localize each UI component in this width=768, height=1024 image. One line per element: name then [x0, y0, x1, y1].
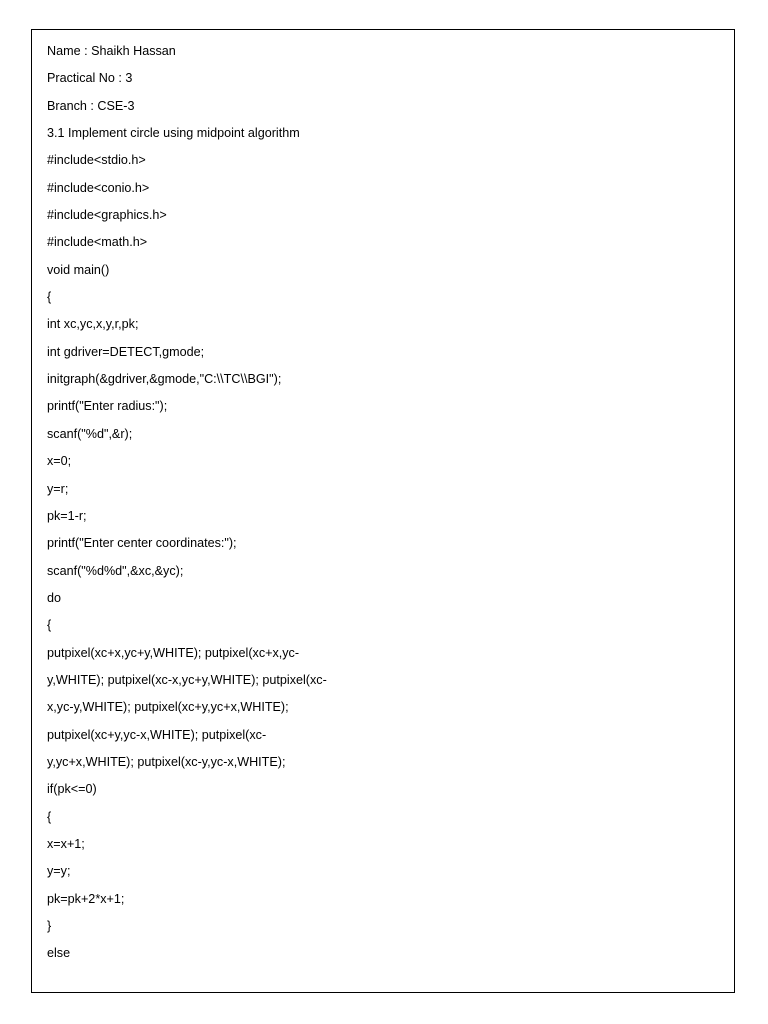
document-line: int gdriver=DETECT,gmode;: [47, 344, 205, 359]
document-body: [47, 41, 327, 971]
document-line: #include<graphics.h>: [47, 208, 167, 223]
document-line: pk=pk+2*x+1;: [47, 891, 125, 906]
document-line: putpixel(xc+y,yc-x,WHITE); putpixel(xc-: [47, 727, 267, 742]
document-line: scanf("%d",&r);: [47, 426, 133, 441]
document-line: initgraph(&gdriver,&gmode,"C:\\TC\\BGI");: [47, 372, 282, 387]
document-line: y=r;: [47, 481, 69, 496]
document-line: {: [47, 290, 52, 305]
document-line: pk=1-r;: [47, 508, 87, 523]
document-line: Branch : CSE-3: [47, 98, 135, 113]
document-line: if(pk<=0): [47, 782, 97, 797]
document-line: x=x+1;: [47, 836, 85, 851]
document-line: else: [47, 946, 71, 961]
document-line: Practical No : 3: [47, 71, 133, 86]
document-line: x,yc-y,WHITE); putpixel(xc+y,yc+x,WHITE);: [47, 700, 289, 715]
document-line: y,yc+x,WHITE); putpixel(xc-y,yc-x,WHITE);: [47, 754, 286, 769]
document-line: {: [47, 618, 52, 633]
document-line: printf("Enter radius:");: [47, 399, 168, 414]
document-line: putpixel(xc+x,yc+y,WHITE); putpixel(xc+x,yc-: [47, 645, 300, 660]
document-line: do: [47, 590, 62, 605]
document-line: scanf("%d%d",&xc,&yc);: [47, 563, 184, 578]
document-line: Name : Shaikh Hassan: [47, 44, 176, 58]
document-line: void main(): [47, 262, 110, 277]
document-line: #include<math.h>: [47, 235, 148, 250]
document-line: printf("Enter center coordinates:");: [47, 536, 237, 551]
document-line: #include<stdio.h>: [47, 153, 146, 168]
document-line: y=y;: [47, 864, 71, 879]
page-frame: [31, 29, 735, 993]
document-line: 3.1 Implement circle using midpoint algorithm: [47, 126, 300, 141]
document-line: {: [47, 809, 52, 824]
document-line: int xc,yc,x,y,r,pk;: [47, 317, 139, 332]
document-line: #include<conio.h>: [47, 180, 150, 195]
document-line: x=0;: [47, 454, 72, 469]
document-line: }: [47, 919, 52, 933]
document-line: y,WHITE); putpixel(xc-x,yc+y,WHITE); putpixel(xc-: [47, 672, 327, 687]
